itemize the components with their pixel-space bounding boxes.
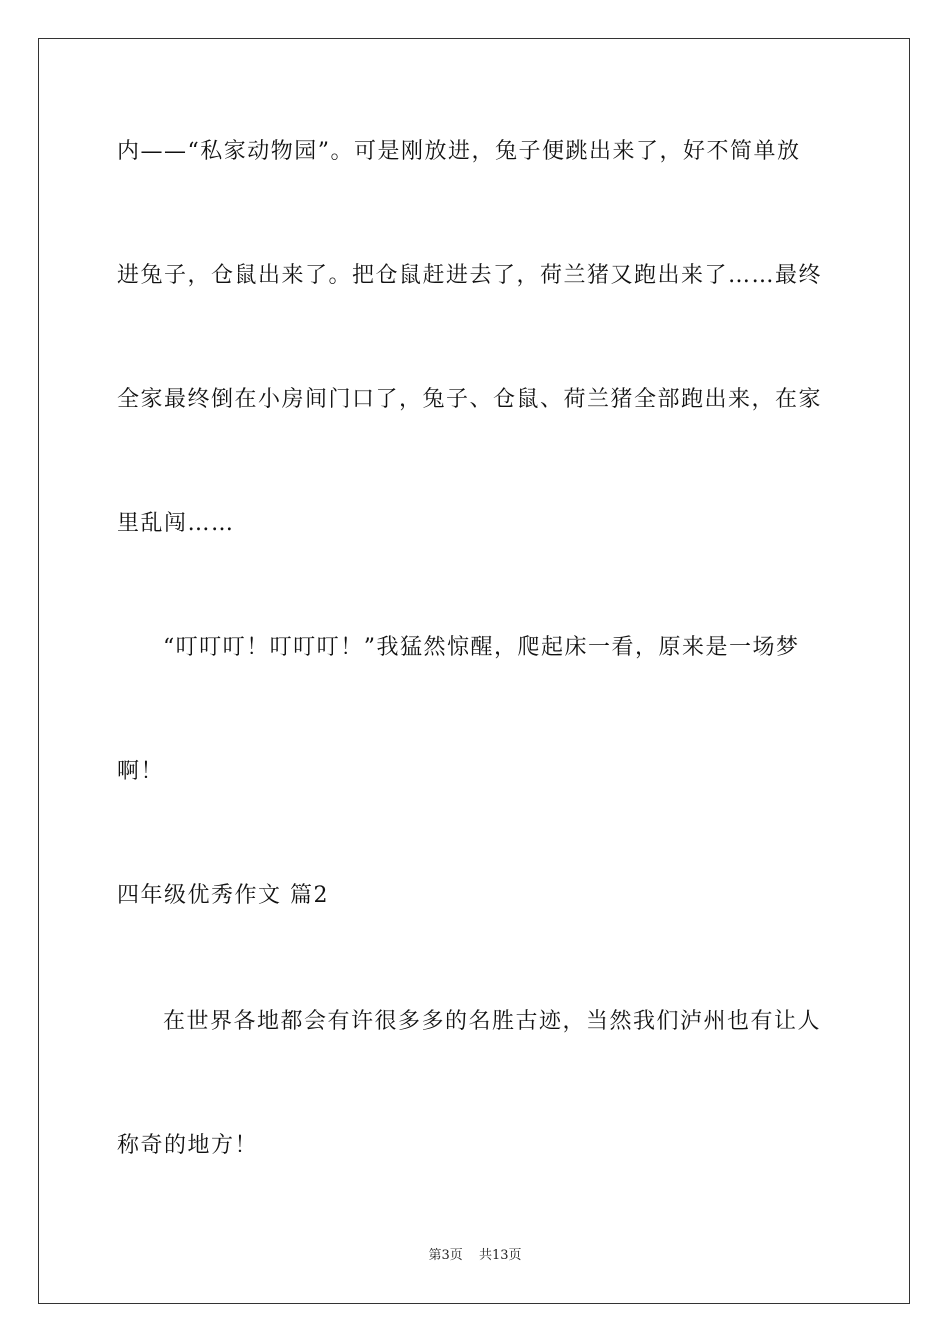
paragraph-3-line-1: 在世界各地都会有许很多多的名胜古迹，当然我们泸州也有让人 [163,1009,822,1034]
page-total: 共13页 [478,1248,522,1263]
paragraph-2-line-1: “叮叮叮！叮叮叮！”我猛然惊醒，爬起床一看，原来是一场梦 [163,635,800,660]
paragraph-1-line-4: 里乱闯…… [117,511,235,536]
paragraph-3-line-2: 称奇的地方！ [117,1133,259,1158]
page-footer [0,1246,950,1266]
section-heading: 四年级优秀作文 篇2 [117,883,329,908]
paragraph-1-line-1: 内——“私家动物园”。可是刚放进，兔子便跳出来了，好不简单放 [117,139,801,164]
paragraph-2-line-2: 啊！ [117,759,165,784]
paragraph-1-line-2: 进兔子，仓鼠出来了。把仓鼠赶进去了，荷兰猪又跑出来了……最终 [117,263,823,288]
paragraph-1-line-3: 全家最终倒在小房间门口了，兔子、仓鼠、荷兰猪全部跑出来，在家 [117,387,823,412]
page-number: 第3页 [428,1248,463,1263]
page-border [38,38,910,1304]
